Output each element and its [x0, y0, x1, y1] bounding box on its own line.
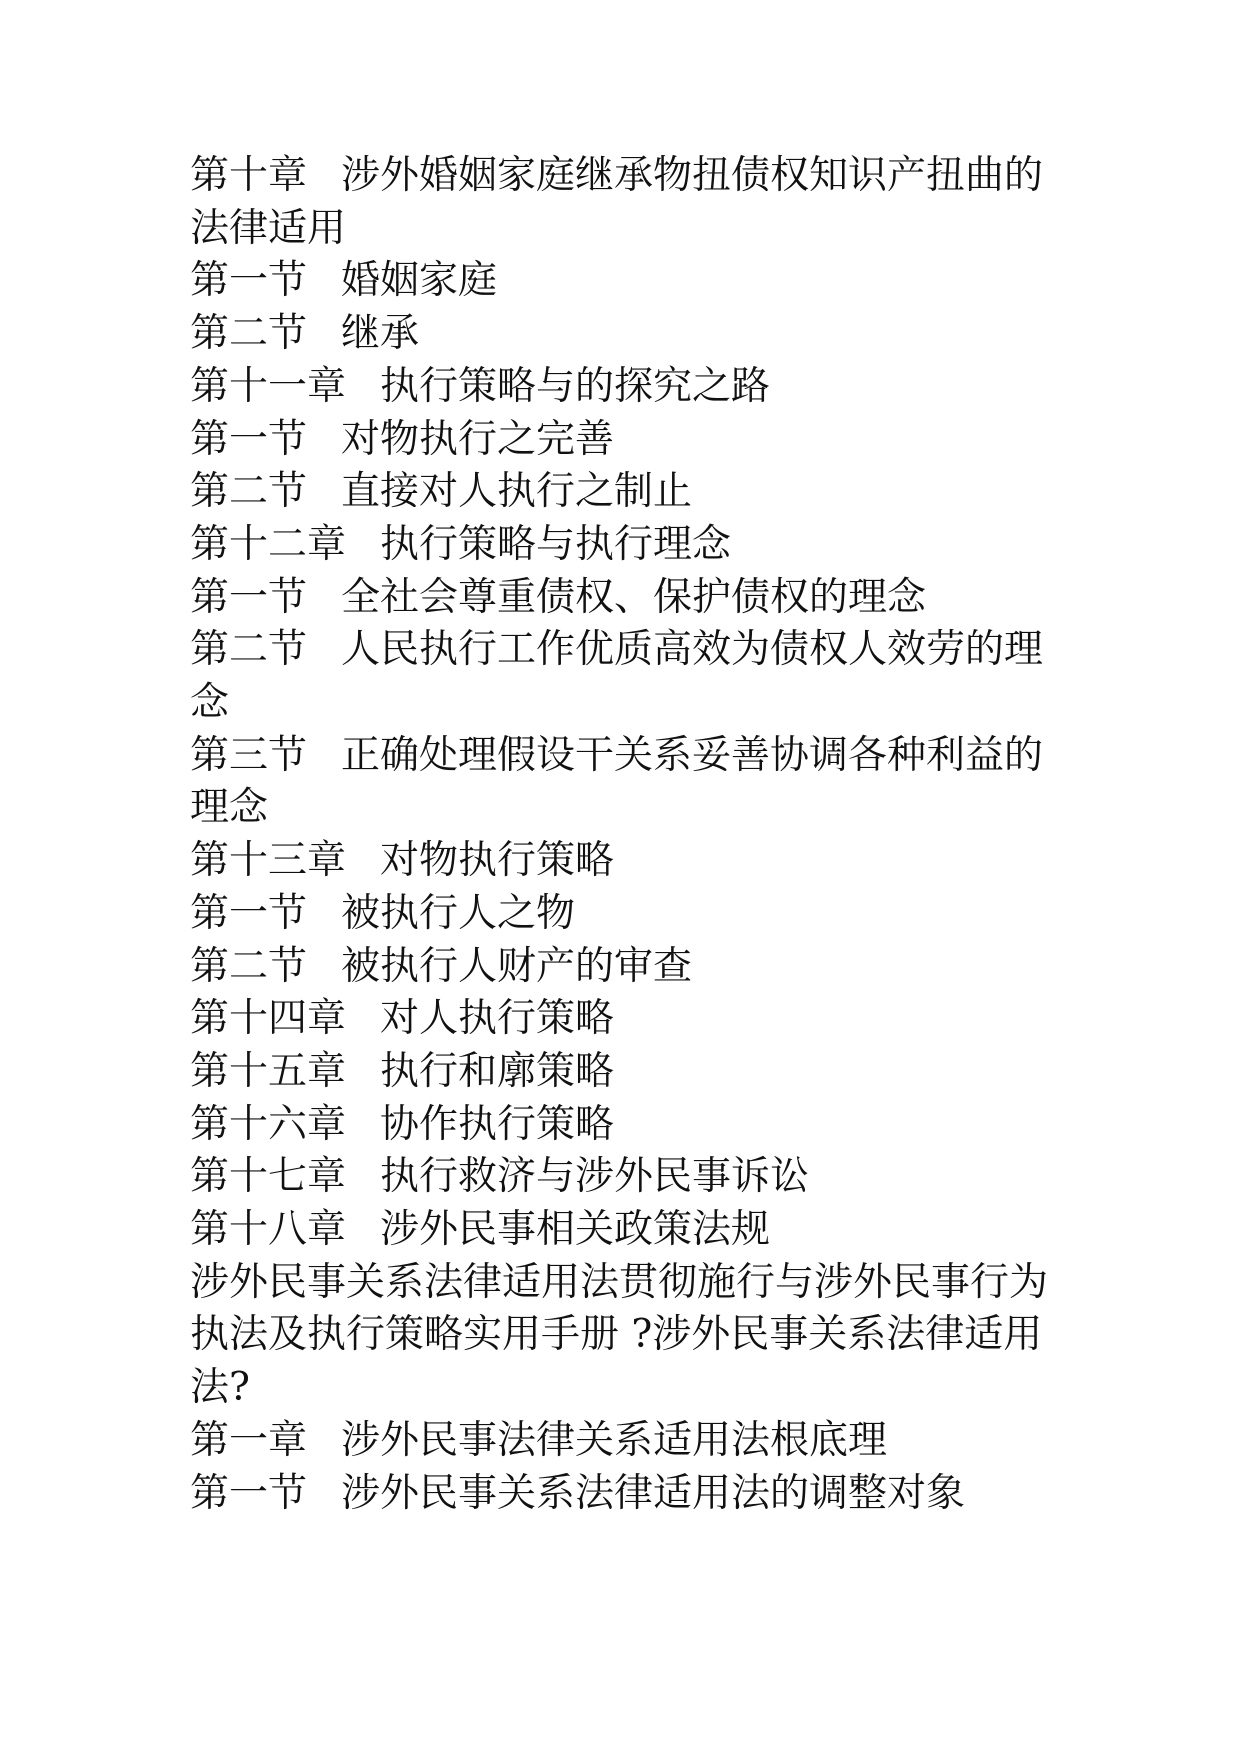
toc-chapter-16 — [190, 1099, 1060, 1152]
toc-section — [190, 730, 1060, 835]
entry-label: 第十七章 — [190, 1154, 347, 1200]
entry-title: 涉外民事法律关系适用法根底理 — [341, 1417, 888, 1463]
entry-label: 第二节 — [190, 469, 308, 515]
toc-chapter-11 — [190, 361, 1060, 414]
entry-title: 对物执行之完善 — [341, 416, 615, 462]
entry-label: 第十八章 — [190, 1207, 347, 1253]
entry-title: 全社会尊重债权、保护债权的理念 — [341, 574, 927, 620]
entry-title: 涉外婚姻家庭继承物扭债权知识产扭曲的法律适用 — [190, 153, 1044, 251]
manual-title-paragraph: 涉外民事关系法律适用法贯彻施行与涉外民事行为执法及执行策略实用手册 ?涉外民事关系法律适用法? — [190, 1259, 1049, 1411]
entry-title: 婚姻家庭 — [341, 258, 498, 304]
toc-section — [190, 255, 1060, 308]
entry-title: 执行策略与执行理念 — [380, 521, 732, 567]
entry-label: 第一节 — [190, 574, 308, 620]
entry-label: 第一章 — [190, 1417, 308, 1463]
entry-title: 对人执行策略 — [380, 996, 615, 1042]
toc-chapter-1 — [190, 1415, 1060, 1468]
entry-label: 第十四章 — [190, 996, 347, 1042]
toc-chapter-17 — [190, 1151, 1060, 1204]
toc-section — [190, 414, 1060, 467]
toc-chapter-15 — [190, 1046, 1060, 1099]
toc-chapter-18 — [190, 1204, 1060, 1257]
entry-title: 执行策略与的探究之路 — [380, 363, 771, 409]
entry-label: 第十三章 — [190, 838, 347, 884]
document-body — [190, 150, 1060, 1520]
toc-section — [190, 572, 1060, 625]
toc-chapter-14 — [190, 993, 1060, 1046]
entry-title: 涉外民事相关政策法规 — [380, 1207, 771, 1253]
toc-section — [190, 941, 1060, 994]
toc-section — [190, 308, 1060, 361]
entry-title: 人民执行工作优质高效为债权人效劳的理念 — [190, 627, 1044, 726]
entry-label: 第一节 — [190, 890, 308, 936]
entry-title: 对物执行策略 — [380, 838, 615, 884]
entry-label: 第一节 — [190, 416, 308, 462]
entry-title: 执行和廓策略 — [380, 1048, 615, 1094]
entry-label: 第二节 — [190, 943, 308, 989]
toc-chapter-12 — [190, 519, 1060, 572]
entry-label: 第二节 — [190, 627, 308, 673]
entry-title: 被执行人财产的审查 — [341, 943, 693, 989]
entry-title: 被执行人之物 — [341, 890, 576, 936]
toc-section — [190, 466, 1060, 519]
toc-chapter-13 — [190, 835, 1060, 888]
toc-section — [190, 1468, 1060, 1521]
entry-label: 第三节 — [190, 732, 308, 778]
entry-label: 第十章 — [190, 153, 308, 198]
entry-label: 第十一章 — [190, 363, 347, 409]
entry-label: 第十六章 — [190, 1101, 347, 1147]
entry-label: 第十五章 — [190, 1048, 347, 1094]
entry-title: 继承 — [341, 311, 420, 357]
entry-title: 正确处理假设干关系妥善协调各种利益的理念 — [190, 732, 1044, 831]
entry-label: 第一节 — [190, 1470, 308, 1516]
entry-title: 涉外民事关系法律适用法的调整对象 — [341, 1470, 966, 1516]
entry-label: 第一节 — [190, 258, 308, 304]
toc-section — [190, 888, 1060, 941]
toc-chapter-10 — [190, 150, 1060, 255]
entry-title: 协作执行策略 — [380, 1101, 615, 1147]
entry-label: 第二节 — [190, 311, 308, 357]
entry-label: 第十二章 — [190, 521, 347, 567]
entry-title: 直接对人执行之制止 — [341, 469, 693, 515]
entry-title: 执行救济与涉外民事诉讼 — [380, 1154, 810, 1200]
toc-section — [190, 624, 1060, 729]
